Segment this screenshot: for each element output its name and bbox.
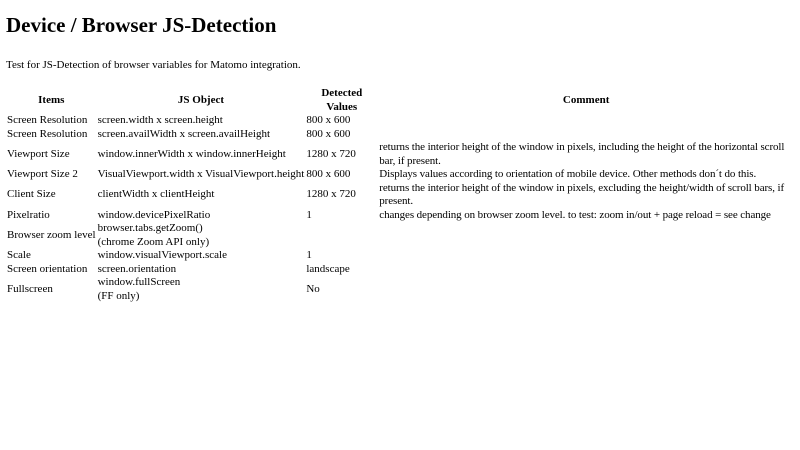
js-object-text: VisualViewport.width x VisualViewport.height (97, 168, 305, 180)
value-cell: 800 x 600 (306, 127, 351, 140)
js-object-text: browser.tabs.getZoom() (97, 222, 203, 234)
value-cell (305, 222, 378, 249)
js-object-text: window.innerWidth x window.innerHeight (97, 147, 286, 160)
js-object-cell (97, 209, 306, 223)
comment-cell (378, 222, 794, 249)
value-cell: 1280 x 720 (306, 147, 356, 160)
value-cell: 1280 x 720 (306, 188, 356, 201)
comment-cell: returns the interior height of the window in pixels, including the height of the horizontal scroll bar, if present. (379, 141, 785, 167)
comment-cell (378, 128, 794, 142)
js-object-note: (chrome Zoom API only) (97, 235, 210, 248)
js-object-cell (97, 222, 306, 249)
table-row (6, 222, 794, 249)
item-cell: Client Size (7, 188, 56, 201)
js-object-note: (FF only) (97, 289, 140, 302)
table-row (6, 168, 794, 182)
js-object-text: screen.orientation (97, 262, 177, 275)
table-row (6, 249, 794, 263)
js-object-cell (97, 128, 306, 142)
js-object-cell (97, 182, 306, 209)
item-cell: Viewport Size (7, 147, 70, 160)
comment-cell (378, 263, 794, 277)
page-title: Device / Browser JS-Detection (6, 13, 277, 37)
table-row (6, 141, 794, 168)
item-cell: Viewport Size 2 (7, 168, 78, 180)
table-row (6, 128, 794, 142)
js-object-text: clientWidth x clientHeight (97, 188, 215, 201)
value-cell: 800 x 600 (306, 168, 351, 180)
table-row (6, 182, 794, 209)
comment-cell (378, 249, 794, 263)
item-cell: Browser zoom level (7, 228, 96, 241)
js-object-text: screen.availWidth x screen.availHeight (97, 127, 271, 140)
table-row (6, 209, 794, 223)
js-object-cell (97, 114, 306, 128)
comment-cell (378, 276, 794, 303)
intro-text: Test for JS-Detection of browser variables for Matomo integration. (6, 59, 301, 71)
item-cell: Pixelratio (7, 208, 50, 221)
js-object-text: window.visualViewport.scale (97, 249, 227, 261)
value-cell: 1 (306, 249, 312, 261)
value-cell: No (306, 282, 320, 295)
value-cell: landscape (306, 262, 350, 275)
item-cell: Scale (7, 249, 31, 261)
item-cell: Screen Resolution (7, 127, 88, 140)
detection-table (6, 86, 794, 303)
header-comment: Comment (562, 94, 610, 106)
value-cell: 1 (306, 208, 312, 221)
js-object-text: window.devicePixelRatio (97, 208, 211, 221)
table-row (6, 276, 794, 303)
item-cell: Screen Resolution (7, 114, 88, 126)
js-object-cell (97, 249, 306, 263)
value-cell: 800 x 600 (306, 114, 351, 126)
js-object-text: window.fullScreen (97, 276, 181, 288)
table-row (6, 114, 794, 128)
item-cell: Screen orientation (7, 262, 88, 275)
js-object-cell (97, 141, 306, 168)
header-detected-values: Detected Values (321, 87, 363, 113)
js-object-cell (97, 263, 306, 277)
comment-cell (378, 114, 794, 128)
item-cell: Fullscreen (7, 282, 53, 295)
table-header-row (6, 86, 794, 114)
js-object-text: screen.width x screen.height (97, 114, 223, 126)
comment-cell: Displays values according to orientation of mobile device. Other methods don´t do this. (379, 168, 757, 180)
comment-cell: changes depending on browser zoom level. to test: zoom in/out + page reload = see change (379, 208, 771, 221)
table-row (6, 263, 794, 277)
header-items: Items (38, 94, 65, 106)
js-object-cell (97, 276, 306, 303)
comment-cell: returns the interior height of the window in pixels, excluding the height/width of scroll bars, if present. (379, 181, 785, 207)
header-js-object: JS Object (177, 94, 225, 106)
js-object-cell (97, 168, 306, 182)
